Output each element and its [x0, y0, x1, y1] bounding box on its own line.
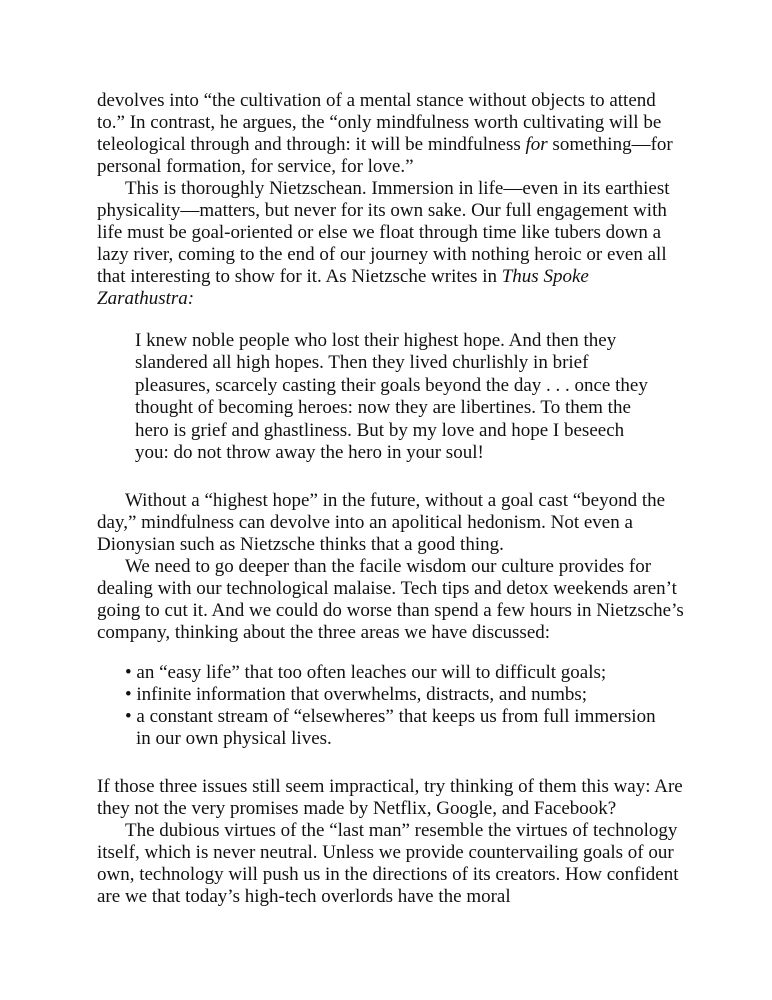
paragraph-highest-hope: Without a “highest hope” in the future, without a goal cast “beyond the day,” mindfulness can devolve into an apolitical hedonism. Not even a Dionysian such as Nietzsche thinks that a good thing. [97, 490, 666, 556]
book-title-zarathustra: Thus Spoke Zarathustra: [97, 266, 589, 309]
paragraph-three-issues: If those three issues still seem impractical, try thinking of them this way: Are they not the very promises made by Netflix, Google, and Facebook? [97, 776, 683, 820]
paragraph-text: This is thoroughly Nietzschean. Immersion in life—even in its earthiest physicality—matters, but never for its own sake. Our full engagement with life must be goal-oriented or else we float through time like tubers down a lazy river, coming to the end of our journey with nothing heroic or even all that interesting to show for it. As Nietzsche writes in [97, 178, 670, 287]
paragraph-go-deeper: We need to go deeper than the facile wisdom our culture provides for dealing with our technological malaise. Tech tips and detox weekends aren’t going to cut it. And we could do worse than spend a few hours in Nietzsche’s company, thinking about the three areas we have discussed: [97, 556, 684, 644]
bullet-item: • an “easy life” that too often leaches our will to difficult goals; [125, 662, 607, 684]
paragraph-continuation [97, 90, 687, 178]
bullet-item: • a constant stream of “elsewheres” that keeps us from full immersion in our own physical lives. [125, 706, 656, 750]
bullet-list [125, 662, 665, 750]
document-page [97, 90, 687, 908]
block-quote: I knew noble people who lost their highest hope. And then they slandered all high hopes. Then they lived churlishly in brief pleasures, scarcely casting their goals beyond the day . . . once they thought of becoming heroes: now they are libertines. To them the hero is grief and ghastliness. But by my love and hope I beseech you: do not throw away the hero in your soul! [135, 330, 648, 464]
emphasis-for: for [525, 134, 548, 155]
paragraph-nietzschean [97, 178, 687, 310]
paragraph-text: something—for personal formation, for service, for love.” [97, 134, 673, 177]
paragraph-last-man: The dubious virtues of the “last man” resemble the virtues of technology itself, which is never neutral. Unless we provide countervailing goals of our own, technology will push us in the directions of its creators. How confident are we that today’s high-tech overlords have the moral [97, 820, 679, 908]
bullet-item: • infinite information that overwhelms, distracts, and numbs; [125, 684, 588, 706]
paragraph-text: devolves into “the cultivation of a mental stance without objects to attend to.” In contrast, he argues, the “only mindfulness worth cultivating will be teleological through and through: it will be mindfulness [97, 90, 662, 155]
